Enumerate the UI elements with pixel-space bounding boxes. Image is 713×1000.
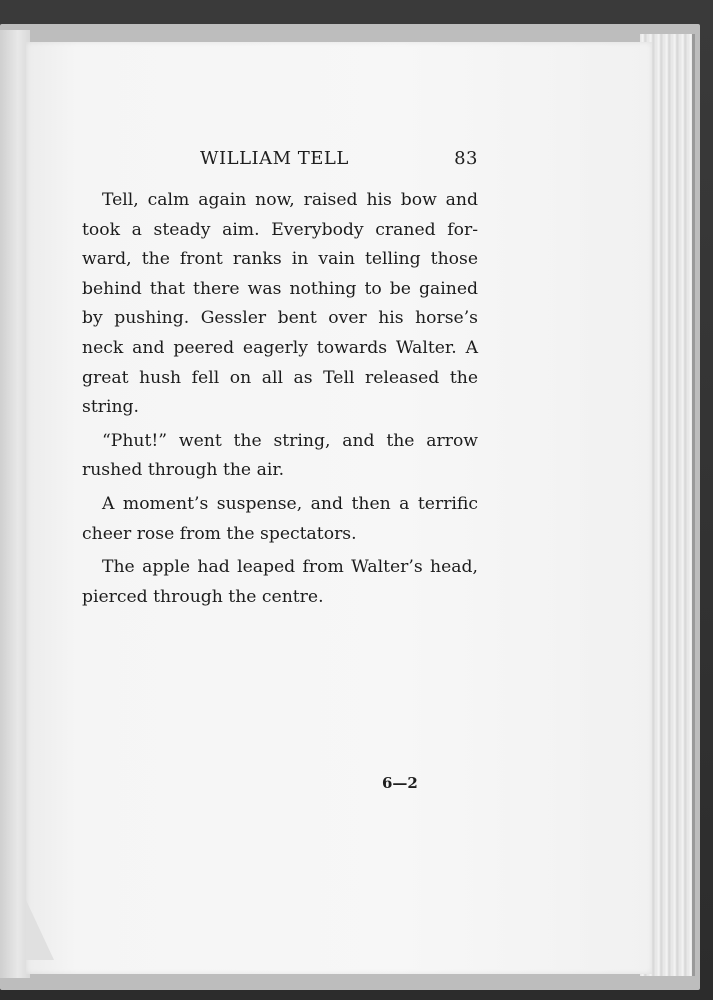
text-line: The apple had leaped from Walter’s head, <box>102 557 478 578</box>
text-line: by pushing. Gessler bent over his horse’s <box>82 308 478 329</box>
running-title: WILLIAM TELL <box>200 148 349 169</box>
text-line: cheer rose from the spectators. <box>82 523 357 544</box>
text-line: Tell, calm again now, raised his bow and <box>102 190 478 210</box>
signature-mark: 6—2 <box>382 774 418 792</box>
text-line: neck and peered eagerly towards Walter. A <box>82 337 478 358</box>
text-line: string. <box>82 397 139 418</box>
text-line: rushed through the air. <box>82 460 285 481</box>
text-line: “Phut!” went the string, and the arrow <box>102 430 478 451</box>
body-text <box>82 186 478 616</box>
paragraph <box>82 490 478 549</box>
text-line: behind that there was nothing to be gained <box>82 278 478 299</box>
text-line: great hush fell on all as Tell released the <box>82 367 478 388</box>
paragraph <box>82 553 478 612</box>
text-line: took a steady aim. Everybody craned for- <box>82 219 478 240</box>
page-number: 83 <box>454 148 478 169</box>
page-header <box>82 148 478 174</box>
paragraph <box>82 427 478 486</box>
paragraph <box>82 186 478 423</box>
text-line: ward, the front ranks in vain telling those <box>82 249 478 270</box>
page-corner <box>26 900 54 960</box>
text-line: A moment’s suspense, and then a terrific <box>102 493 478 514</box>
text-line: pierced through the centre. <box>82 586 324 607</box>
